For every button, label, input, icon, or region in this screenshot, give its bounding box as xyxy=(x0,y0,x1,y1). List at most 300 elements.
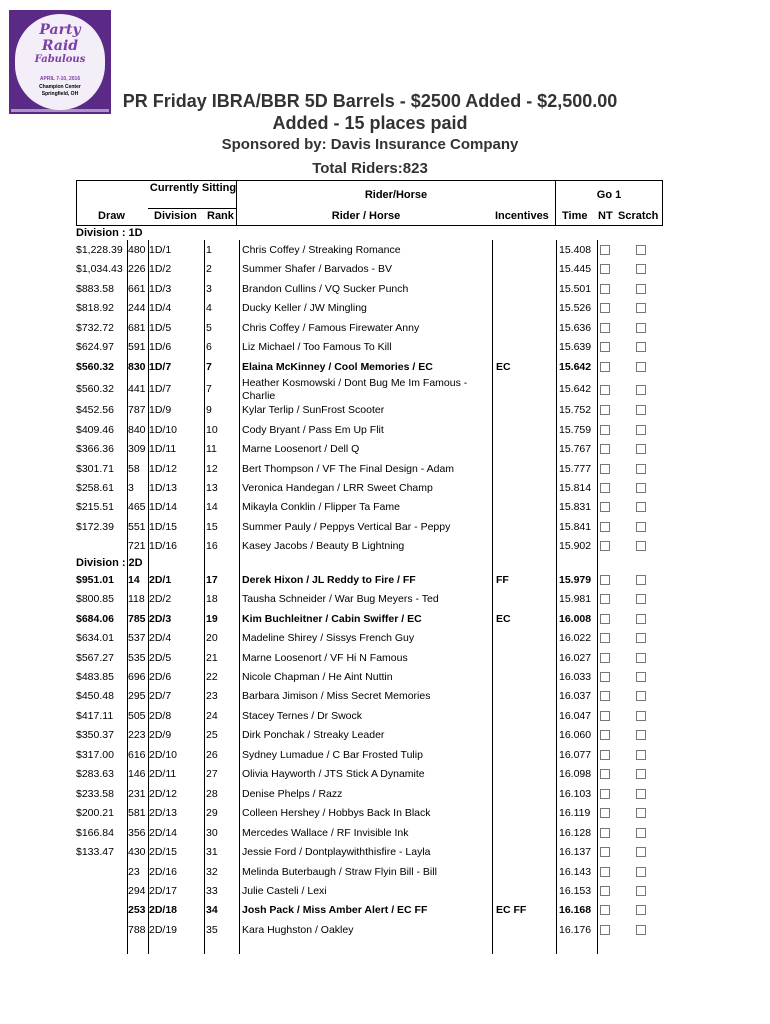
col-rank: Rank xyxy=(207,210,234,222)
table-row xyxy=(76,401,664,420)
back-number: 118 xyxy=(128,593,145,606)
header-bottom-rule xyxy=(76,225,662,226)
run-time: 15.752 xyxy=(559,404,592,417)
scratch-checkbox[interactable] xyxy=(636,405,646,415)
nt-checkbox[interactable] xyxy=(600,614,610,624)
overall-rank: 7 xyxy=(206,383,212,396)
rider-horse: Brandon Cullins / VQ Sucker Punch xyxy=(242,282,409,295)
division-rank: 2D/2 xyxy=(149,593,172,606)
table-row xyxy=(76,746,664,765)
scratch-checkbox[interactable] xyxy=(636,502,646,512)
overall-rank: 18 xyxy=(206,593,218,606)
table-row xyxy=(76,498,664,517)
col-time: Time xyxy=(562,210,588,222)
scratch-checkbox[interactable] xyxy=(636,828,646,838)
scratch-checkbox[interactable] xyxy=(636,847,646,857)
incentives: FF xyxy=(496,573,509,586)
back-number: 223 xyxy=(128,729,146,742)
back-number: 787 xyxy=(128,404,146,417)
rider-horse: Dirk Ponchak / Streaky Leader xyxy=(242,729,385,742)
division-rank: 2D/18 xyxy=(149,904,178,917)
scratch-checkbox[interactable] xyxy=(636,653,646,663)
back-number: 465 xyxy=(128,501,146,514)
draw-amount: $172.39 xyxy=(76,520,114,533)
division-rank: 1D/16 xyxy=(149,540,178,553)
nt-checkbox[interactable] xyxy=(600,342,610,352)
col-go1: Go 1 xyxy=(596,189,622,201)
col-rider-horse-group: Rider/Horse xyxy=(364,189,428,201)
incentives: EC xyxy=(496,612,511,625)
rider-horse: Kylar Terlip / SunFrost Scooter xyxy=(242,404,385,417)
rider-horse: Elaina McKinney / Cool Memories / EC xyxy=(242,360,433,373)
scratch-checkbox[interactable] xyxy=(636,789,646,799)
run-time: 15.777 xyxy=(559,462,592,475)
nt-checkbox[interactable] xyxy=(600,575,610,585)
col-currently-sitting: Currently Sitting xyxy=(149,182,237,194)
overall-rank: 20 xyxy=(206,632,218,645)
draw-amount: $233.58 xyxy=(76,787,114,800)
rider-horse: Cody Bryant / Pass Em Up Flit xyxy=(242,423,384,436)
division-rank: 2D/10 xyxy=(149,748,178,761)
page-title xyxy=(95,90,645,134)
table-row xyxy=(76,358,664,377)
back-number: 830 xyxy=(128,360,146,373)
rider-horse: Melinda Buterbaugh / Straw Flyin Bill - Bill xyxy=(242,865,437,878)
back-number: 295 xyxy=(128,690,146,703)
run-time: 15.445 xyxy=(559,263,592,276)
run-time: 15.831 xyxy=(559,501,592,514)
draw-amount: $951.01 xyxy=(76,573,114,586)
overall-rank: 25 xyxy=(206,729,218,742)
incentives: EC xyxy=(496,360,511,373)
run-time: 16.153 xyxy=(559,884,592,897)
nt-checkbox[interactable] xyxy=(600,444,610,454)
rider-horse: Tausha Schneider / War Bug Meyers - Ted xyxy=(242,593,439,606)
draw-amount: $560.32 xyxy=(76,383,114,396)
back-number: 430 xyxy=(128,846,146,859)
logo-city: Springfield, OH xyxy=(41,91,79,97)
back-number: 785 xyxy=(128,612,146,625)
overall-rank: 26 xyxy=(206,748,218,761)
back-number: 14 xyxy=(128,573,140,586)
division-rank: 1D/12 xyxy=(149,462,178,475)
table-row xyxy=(76,440,664,459)
scratch-checkbox[interactable] xyxy=(636,342,646,352)
scratch-checkbox[interactable] xyxy=(636,633,646,643)
back-number: 146 xyxy=(128,768,146,781)
col-rider-horse: Rider / Horse xyxy=(331,210,401,222)
run-time: 15.642 xyxy=(559,383,592,396)
run-time: 15.759 xyxy=(559,423,592,436)
nt-checkbox[interactable] xyxy=(600,405,610,415)
division-rank: 2D/16 xyxy=(149,865,178,878)
nt-checkbox[interactable] xyxy=(600,264,610,274)
scratch-checkbox[interactable] xyxy=(636,522,646,532)
run-time: 16.168 xyxy=(559,904,592,917)
division-rank: 1D/2 xyxy=(149,263,172,276)
rider-horse: Madeline Shirey / Sissys French Guy xyxy=(242,632,415,645)
overall-rank: 33 xyxy=(206,884,218,897)
scratch-checkbox[interactable] xyxy=(636,425,646,435)
division-rank: 2D/14 xyxy=(149,826,178,839)
scratch-checkbox[interactable] xyxy=(636,614,646,624)
run-time: 16.143 xyxy=(559,865,592,878)
scratch-checkbox[interactable] xyxy=(636,385,646,395)
run-time: 15.501 xyxy=(559,282,592,295)
scratch-checkbox[interactable] xyxy=(636,303,646,313)
draw-amount: $624.97 xyxy=(76,341,114,354)
header-top-rule xyxy=(76,180,662,181)
run-time: 16.119 xyxy=(559,807,591,820)
overall-rank: 12 xyxy=(206,462,218,475)
division-rank: 2D/8 xyxy=(149,709,172,722)
run-time: 16.098 xyxy=(559,768,592,781)
back-number: 840 xyxy=(128,423,146,436)
scratch-checkbox[interactable] xyxy=(636,541,646,551)
run-time: 15.981 xyxy=(559,593,592,606)
rider-horse: Marne Loosenort / Dell Q xyxy=(242,443,360,456)
header-rule-left xyxy=(76,180,77,226)
overall-rank: 4 xyxy=(206,302,212,315)
rider-horse: Derek Hixon / JL Reddy to Fire / FF xyxy=(242,573,416,586)
back-number: 535 xyxy=(128,651,146,664)
rider-horse: Mercedes Wallace / RF Invisible Ink xyxy=(242,826,409,839)
draw-amount: $1,034.43 xyxy=(76,263,123,276)
nt-checkbox[interactable] xyxy=(600,711,610,721)
draw-amount: $560.32 xyxy=(76,360,114,373)
overall-rank: 14 xyxy=(206,501,218,514)
rider-horse: Nicole Chapman / He Aint Nuttin xyxy=(242,671,393,683)
division-rank: 2D/11 xyxy=(149,768,177,781)
rider-horse: Josh Pack / Miss Amber Alert / EC FF xyxy=(242,904,428,917)
division-rank: 1D/5 xyxy=(149,321,172,334)
rider-horse: Liz Michael / Too Famous To Kill xyxy=(242,341,392,354)
back-number: 231 xyxy=(128,787,146,800)
table-row xyxy=(76,571,664,590)
scratch-checkbox[interactable] xyxy=(636,594,646,604)
overall-rank: 34 xyxy=(206,904,218,917)
table-row xyxy=(76,785,664,804)
run-time: 16.022 xyxy=(559,632,592,645)
division-rank: 1D/10 xyxy=(149,423,178,436)
table-row xyxy=(76,824,664,843)
division-rank: 1D/1 xyxy=(149,244,172,256)
division-rank: 2D/19 xyxy=(149,923,178,936)
back-number: 551 xyxy=(128,520,146,533)
table-row xyxy=(76,921,664,940)
nt-checkbox[interactable] xyxy=(600,594,610,604)
table-row xyxy=(76,687,664,706)
scratch-checkbox[interactable] xyxy=(636,925,646,935)
header-rule-go xyxy=(555,180,556,226)
overall-rank: 7 xyxy=(206,360,212,373)
draw-amount: $166.84 xyxy=(76,826,114,839)
table-row xyxy=(76,649,664,668)
overall-rank: 23 xyxy=(206,690,218,703)
rider-horse: Summer Pauly / Peppys Vertical Bar - Peppy xyxy=(242,520,451,533)
division-rank: 1D/13 xyxy=(149,481,178,494)
division-rank: 2D/9 xyxy=(149,729,172,742)
rider-horse: Marne Loosenort / VF Hi N Famous xyxy=(242,651,408,664)
scratch-checkbox[interactable] xyxy=(636,711,646,721)
nt-checkbox[interactable] xyxy=(600,886,610,896)
draw-amount: $818.92 xyxy=(76,302,114,315)
rider-horse: Sydney Lumadue / C Bar Frosted Tulip xyxy=(242,748,423,761)
scratch-checkbox[interactable] xyxy=(636,444,646,454)
rider-horse: Olivia Hayworth / JTS Stick A Dynamite xyxy=(242,768,425,781)
division-rank: 1D/7 xyxy=(149,383,172,396)
overall-rank: 24 xyxy=(206,709,218,722)
rider-horse: Barbara Jimison / Miss Secret Memories xyxy=(242,690,431,703)
table-row xyxy=(76,377,664,401)
table-row xyxy=(76,882,664,901)
nt-checkbox[interactable] xyxy=(600,847,610,857)
back-number: 696 xyxy=(128,671,146,683)
table-row xyxy=(76,479,664,498)
table-row xyxy=(76,765,664,784)
rider-horse: Mikayla Conklin / Flipper Ta Fame xyxy=(242,501,400,514)
scratch-checkbox[interactable] xyxy=(636,464,646,474)
overall-rank: 1 xyxy=(206,244,212,256)
back-number: 591 xyxy=(128,341,146,354)
overall-rank: 11 xyxy=(206,443,217,456)
rider-horse: Denise Phelps / Razz xyxy=(242,787,343,800)
nt-checkbox[interactable] xyxy=(600,385,610,395)
nt-checkbox[interactable] xyxy=(600,425,610,435)
scratch-checkbox[interactable] xyxy=(636,575,646,585)
overall-rank: 28 xyxy=(206,787,218,800)
back-number: 253 xyxy=(128,904,146,917)
run-time: 16.037 xyxy=(559,690,592,703)
nt-checkbox[interactable] xyxy=(600,808,610,818)
run-time: 16.027 xyxy=(559,651,592,664)
division-rank: 1D/3 xyxy=(149,282,172,295)
run-time: 16.047 xyxy=(559,709,592,722)
rider-horse: Stacey Ternes / Dr Swock xyxy=(242,709,363,722)
draw-amount: $200.21 xyxy=(76,807,114,820)
scratch-checkbox[interactable] xyxy=(636,245,646,255)
run-time: 15.979 xyxy=(559,573,592,586)
table-row xyxy=(76,537,664,556)
scratch-checkbox[interactable] xyxy=(636,867,646,877)
draw-amount: $409.46 xyxy=(76,423,114,436)
rider-horse: Chris Coffey / Streaking Romance xyxy=(242,244,401,256)
draw-amount: $732.72 xyxy=(76,321,114,334)
table-row xyxy=(76,241,664,260)
division-rank: 2D/5 xyxy=(149,651,172,664)
table-row xyxy=(76,319,664,338)
division-rank: 1D/9 xyxy=(149,404,172,417)
back-number: 661 xyxy=(128,282,146,295)
run-time: 16.103 xyxy=(559,787,592,800)
nt-checkbox[interactable] xyxy=(600,362,610,372)
division-rank: 1D/14 xyxy=(149,501,178,514)
division-rank: 2D/15 xyxy=(149,846,178,859)
nt-checkbox[interactable] xyxy=(600,464,610,474)
draw-amount: $1,228.39 xyxy=(76,244,123,256)
overall-rank: 22 xyxy=(206,671,218,683)
scratch-checkbox[interactable] xyxy=(636,886,646,896)
draw-amount: $417.11 xyxy=(76,709,114,722)
overall-rank: 17 xyxy=(206,573,218,586)
nt-checkbox[interactable] xyxy=(600,541,610,551)
division-rank: 1D/15 xyxy=(149,520,178,533)
nt-checkbox[interactable] xyxy=(600,905,610,915)
nt-checkbox[interactable] xyxy=(600,653,610,663)
scratch-checkbox[interactable] xyxy=(636,750,646,760)
col-division: Division xyxy=(154,210,197,222)
rider-horse: Kasey Jacobs / Beauty B Lightning xyxy=(242,540,405,553)
rider-horse: Chris Coffey / Famous Firewater Anny xyxy=(242,321,420,334)
back-number: 480 xyxy=(128,244,146,256)
logo-text-raid: Raid xyxy=(41,38,79,54)
table-row xyxy=(76,260,664,279)
overall-rank: 10 xyxy=(206,423,218,436)
scratch-checkbox[interactable] xyxy=(636,362,646,372)
overall-rank: 35 xyxy=(206,923,218,936)
division-rank: 2D/6 xyxy=(149,671,172,683)
back-number: 309 xyxy=(128,443,146,456)
table-row xyxy=(76,629,664,648)
division-rank: 1D/7 xyxy=(149,360,172,373)
overall-rank: 19 xyxy=(206,612,218,625)
run-time: 15.841 xyxy=(559,520,592,533)
scratch-checkbox[interactable] xyxy=(636,672,646,682)
overall-rank: 15 xyxy=(206,520,218,533)
overall-rank: 32 xyxy=(206,865,218,878)
division-rank: 2D/12 xyxy=(149,787,178,800)
scratch-checkbox[interactable] xyxy=(636,730,646,740)
table-row xyxy=(76,901,664,920)
back-number: 537 xyxy=(128,632,146,645)
scratch-checkbox[interactable] xyxy=(636,483,646,493)
table-row xyxy=(76,280,664,299)
table-row xyxy=(76,707,664,726)
draw-amount: $301.71 xyxy=(76,462,114,475)
nt-checkbox[interactable] xyxy=(600,672,610,682)
nt-checkbox[interactable] xyxy=(600,925,610,935)
overall-rank: 3 xyxy=(206,282,212,295)
draw-amount: $317.00 xyxy=(76,748,114,761)
run-time: 15.636 xyxy=(559,321,592,334)
table-row xyxy=(76,518,664,537)
draw-amount: $883.58 xyxy=(76,282,114,295)
logo-text-fabulous: Fabulous xyxy=(34,54,86,65)
run-time: 15.526 xyxy=(559,302,592,315)
table-row xyxy=(76,610,664,629)
rider-horse: Summer Shafer / Barvados - BV xyxy=(242,263,392,276)
nt-checkbox[interactable] xyxy=(600,245,610,255)
back-number: 441 xyxy=(128,383,146,396)
rider-horse: Julie Casteli / Lexi xyxy=(242,884,327,897)
draw-amount: $800.85 xyxy=(76,593,114,606)
col-nt: NT xyxy=(598,210,613,222)
overall-rank: 2 xyxy=(206,263,212,276)
scratch-checkbox[interactable] xyxy=(636,284,646,294)
division-title: Division : 1D xyxy=(76,227,143,239)
nt-checkbox[interactable] xyxy=(600,867,610,877)
nt-checkbox[interactable] xyxy=(600,730,610,740)
draw-amount: $283.63 xyxy=(76,768,114,781)
back-number: 3 xyxy=(128,481,134,494)
nt-checkbox[interactable] xyxy=(600,789,610,799)
run-time: 15.408 xyxy=(559,244,592,256)
division-rank: 1D/6 xyxy=(149,341,172,354)
run-time: 16.137 xyxy=(559,846,592,859)
rider-horse: Colleen Hershey / Hobbys Back In Black xyxy=(242,807,431,820)
nt-checkbox[interactable] xyxy=(600,750,610,760)
draw-amount: $258.61 xyxy=(76,481,114,494)
back-number: 23 xyxy=(128,865,140,878)
logo-venue: Champion Center xyxy=(39,84,81,90)
logo-dates: APRIL 7-10, 2016 xyxy=(39,76,81,82)
division-rank: 2D/4 xyxy=(149,632,172,645)
draw-amount: $450.48 xyxy=(76,690,114,703)
scratch-checkbox[interactable] xyxy=(636,323,646,333)
division-rank: 2D/13 xyxy=(149,807,178,820)
division-rank: 2D/7 xyxy=(149,690,172,703)
table-row xyxy=(76,804,664,823)
back-number: 58 xyxy=(128,462,140,475)
back-number: 581 xyxy=(128,807,146,820)
run-time: 16.128 xyxy=(559,826,592,839)
overall-rank: 30 xyxy=(206,826,218,839)
rider-horse: Bert Thompson / VF The Final Design - Adam xyxy=(242,462,455,475)
table-row xyxy=(76,299,664,318)
run-time: 16.033 xyxy=(559,671,592,683)
run-time: 16.176 xyxy=(559,923,592,936)
run-time: 15.814 xyxy=(559,481,592,494)
nt-checkbox[interactable] xyxy=(600,691,610,701)
scratch-checkbox[interactable] xyxy=(636,264,646,274)
back-number: 226 xyxy=(128,263,146,276)
col-draw: Draw xyxy=(98,210,125,222)
division-rank: 2D/17 xyxy=(149,884,178,897)
draw-amount: $215.51 xyxy=(76,501,114,514)
sponsor-text: Sponsored by: Davis Insurance Company xyxy=(221,136,519,153)
overall-rank: 16 xyxy=(206,540,218,553)
scratch-checkbox[interactable] xyxy=(636,769,646,779)
nt-checkbox[interactable] xyxy=(600,828,610,838)
scratch-checkbox[interactable] xyxy=(636,691,646,701)
draw-amount: $366.36 xyxy=(76,443,114,456)
run-time: 16.077 xyxy=(559,748,592,761)
run-time: 15.642 xyxy=(559,360,592,373)
page-title-line2: Added - 15 places paid xyxy=(272,113,468,133)
draw-amount: $483.85 xyxy=(76,671,114,683)
back-number: 681 xyxy=(128,321,146,334)
rider-horse: Veronica Handegan / LRR Sweet Champ xyxy=(242,481,433,494)
overall-rank: 13 xyxy=(206,481,218,494)
scratch-checkbox[interactable] xyxy=(636,808,646,818)
draw-amount: $634.01 xyxy=(76,632,114,645)
table-row xyxy=(76,590,664,609)
nt-checkbox[interactable] xyxy=(600,633,610,643)
nt-checkbox[interactable] xyxy=(600,502,610,512)
nt-checkbox[interactable] xyxy=(600,284,610,294)
rider-horse: Ducky Keller / JW Mingling xyxy=(242,302,367,315)
table-row xyxy=(76,726,664,745)
nt-checkbox[interactable] xyxy=(600,769,610,779)
nt-checkbox[interactable] xyxy=(600,483,610,493)
back-number: 505 xyxy=(128,709,146,722)
nt-checkbox[interactable] xyxy=(600,303,610,313)
nt-checkbox[interactable] xyxy=(600,323,610,333)
nt-checkbox[interactable] xyxy=(600,522,610,532)
table-row xyxy=(76,863,664,882)
scratch-checkbox[interactable] xyxy=(636,905,646,915)
division-rank: 1D/11 xyxy=(149,443,177,456)
